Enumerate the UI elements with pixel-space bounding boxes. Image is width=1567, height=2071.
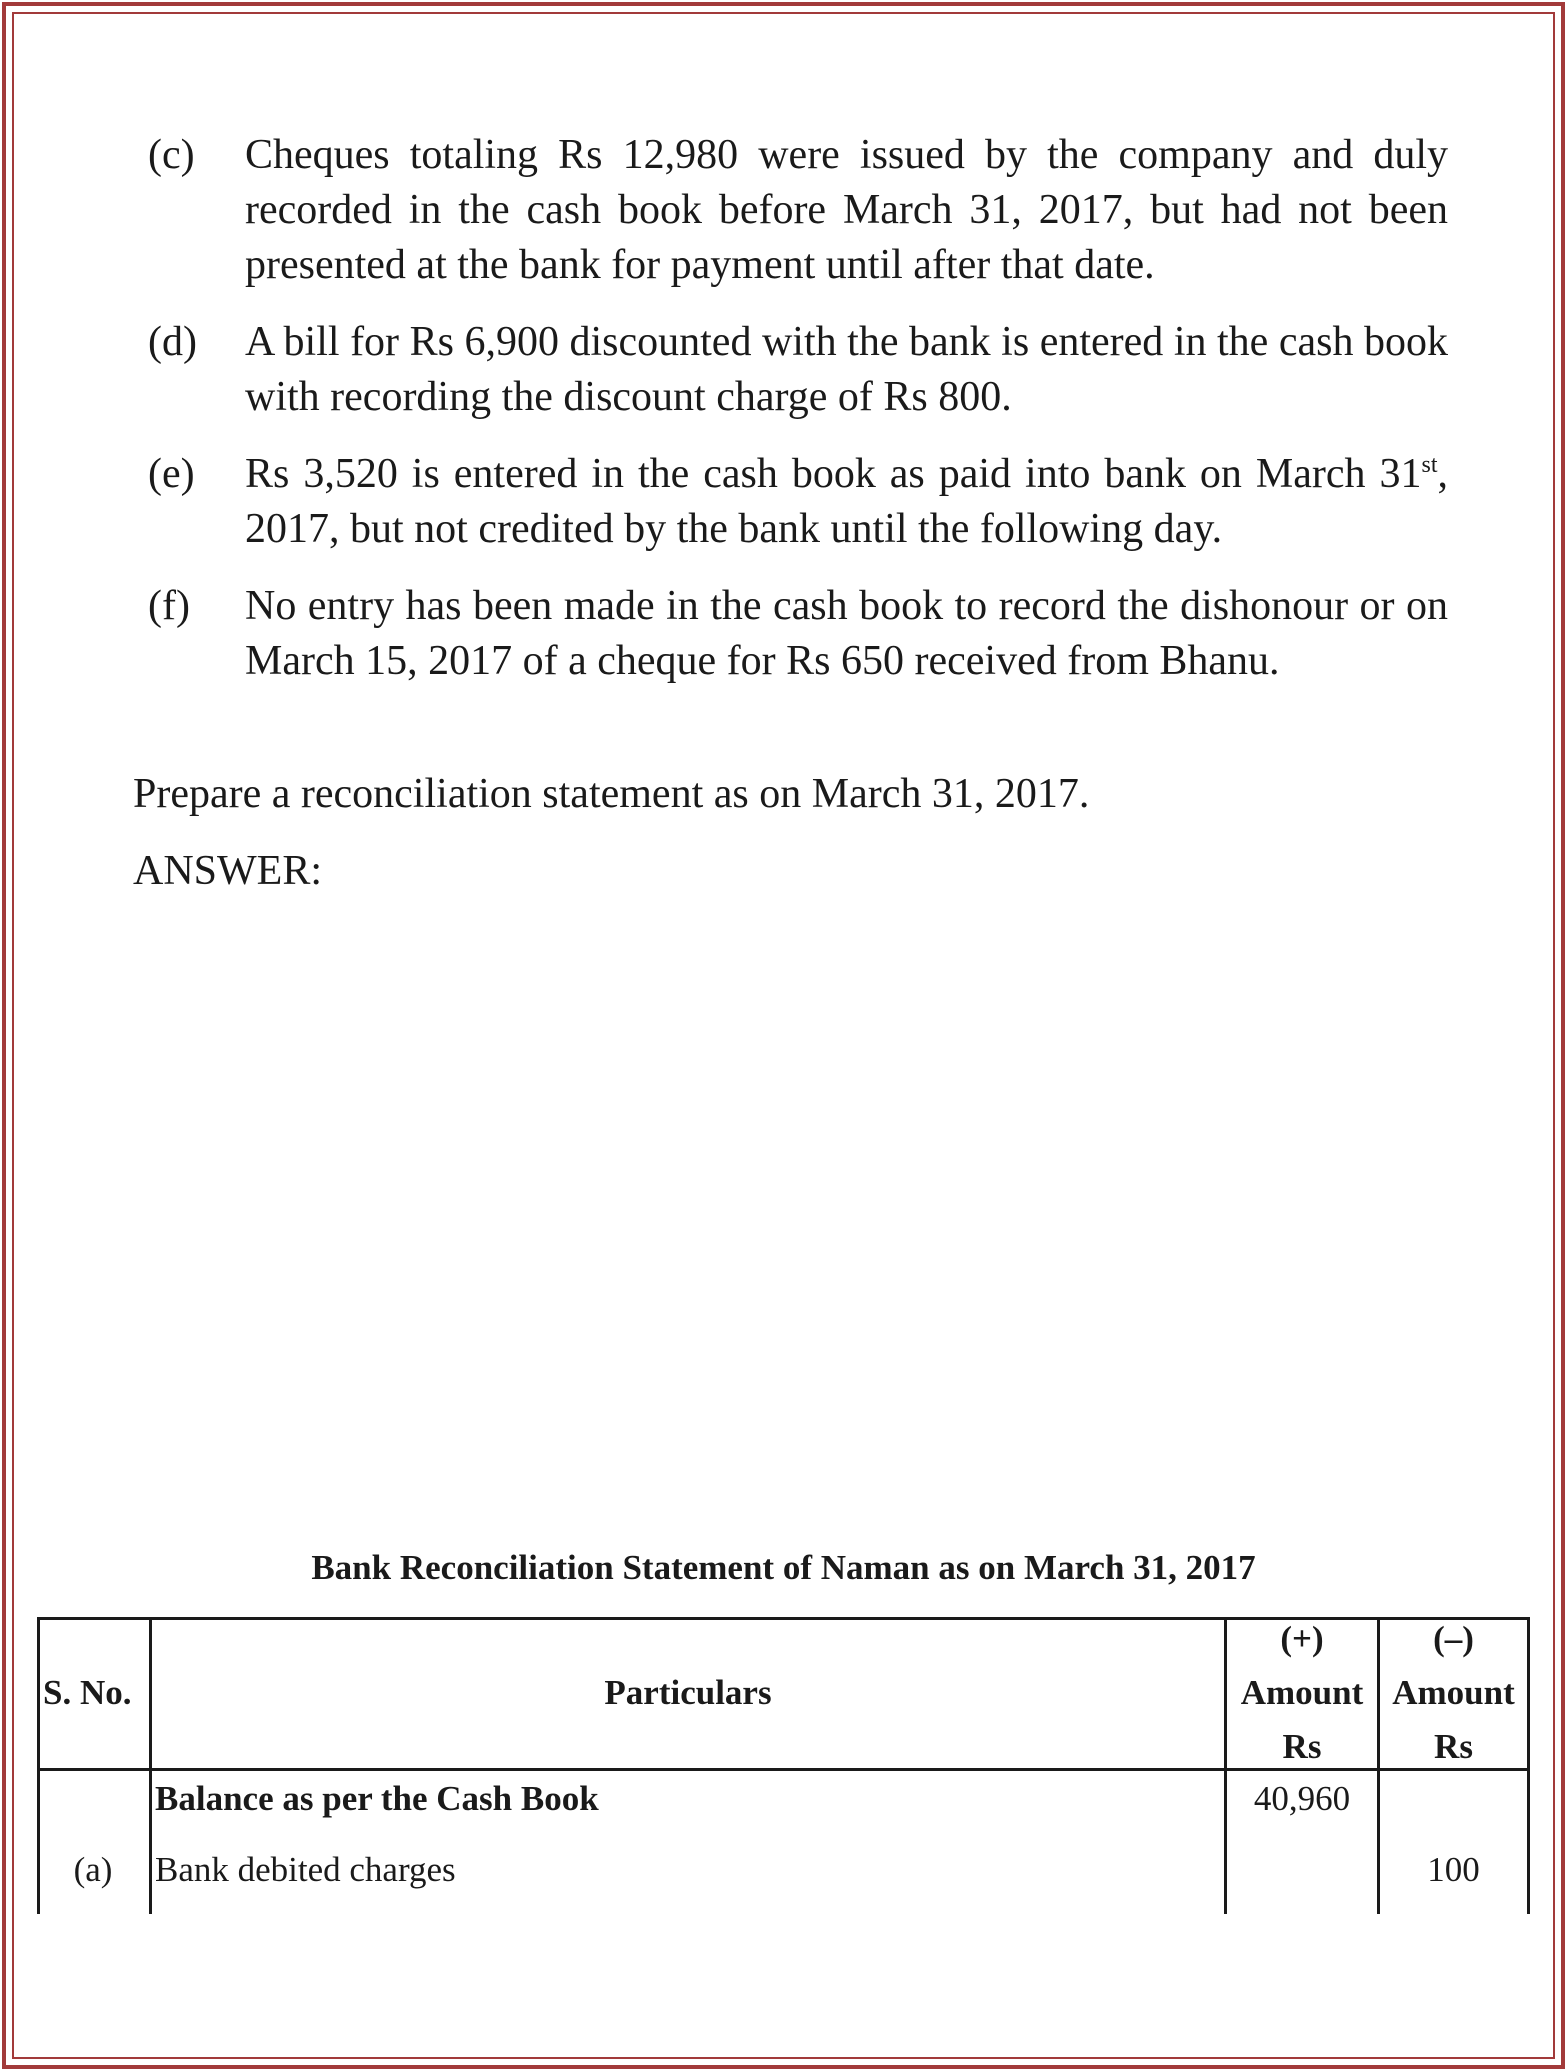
- question-item-c: [148, 128, 1448, 293]
- header-minus-unit: Rs: [1434, 1727, 1473, 1766]
- reconciliation-table: [37, 1617, 1530, 1914]
- table-border-right: [1527, 1620, 1530, 1914]
- header-plus-sign: (+): [1280, 1619, 1324, 1658]
- question-label: (c): [148, 132, 195, 178]
- question-label: (d): [148, 319, 197, 365]
- question-text-part: Rs 3,520 is entered in the cash book as paid into bank on March 31: [245, 451, 1422, 497]
- question-list: [148, 128, 1448, 711]
- question-label: (e): [148, 451, 195, 497]
- question-item-e: [148, 447, 1448, 557]
- header-minus-sign: (–): [1433, 1619, 1474, 1658]
- row-particulars: Balance as per the Cash Book: [155, 1779, 599, 1818]
- table-title: Bank Reconciliation Statement of Naman as on March 31, 2017: [311, 1548, 1256, 1587]
- question-text: [245, 447, 1448, 557]
- question-item-f: [148, 579, 1448, 689]
- header-plus-unit: Rs: [1282, 1727, 1322, 1766]
- question-text: Cheques totaling Rs 12,980 were issued by the company and duly recorded in the cash book before March 31, 2017, but had not been presented at the bank for payment until after that date.: [245, 132, 1448, 288]
- question-text-part: , 2017, but not credited by the bank until the following day.: [245, 451, 1448, 552]
- question-text: No entry has been made in the cash book to record the dishonour or on March 15, 2017 of a cheque for Rs 650 received from Bhanu.: [245, 583, 1448, 684]
- header-minus-amount: Amount: [1392, 1673, 1515, 1712]
- answer-label: ANSWER:: [133, 848, 322, 894]
- question-item-d: [148, 315, 1448, 425]
- column-divider: [149, 1620, 152, 1914]
- row-sno: (a): [73, 1850, 113, 1889]
- question-label: (f): [148, 583, 190, 629]
- ordinal-suffix: st: [1421, 452, 1438, 478]
- instruction-text: Prepare a reconciliation statement as on March 31, 2017.: [133, 771, 1090, 817]
- header-sno: S. No.: [43, 1673, 132, 1712]
- row-minus-amount: 100: [1427, 1850, 1480, 1889]
- row-particulars: Bank debited charges: [155, 1850, 456, 1889]
- header-plus-amount: Amount: [1240, 1673, 1364, 1712]
- header-particulars: Particulars: [604, 1673, 772, 1712]
- row-plus-amount: 40,960: [1253, 1779, 1351, 1818]
- question-text: A bill for Rs 6,900 discounted with the bank is entered in the cash book with recording the discount charge of Rs 800.: [245, 319, 1448, 420]
